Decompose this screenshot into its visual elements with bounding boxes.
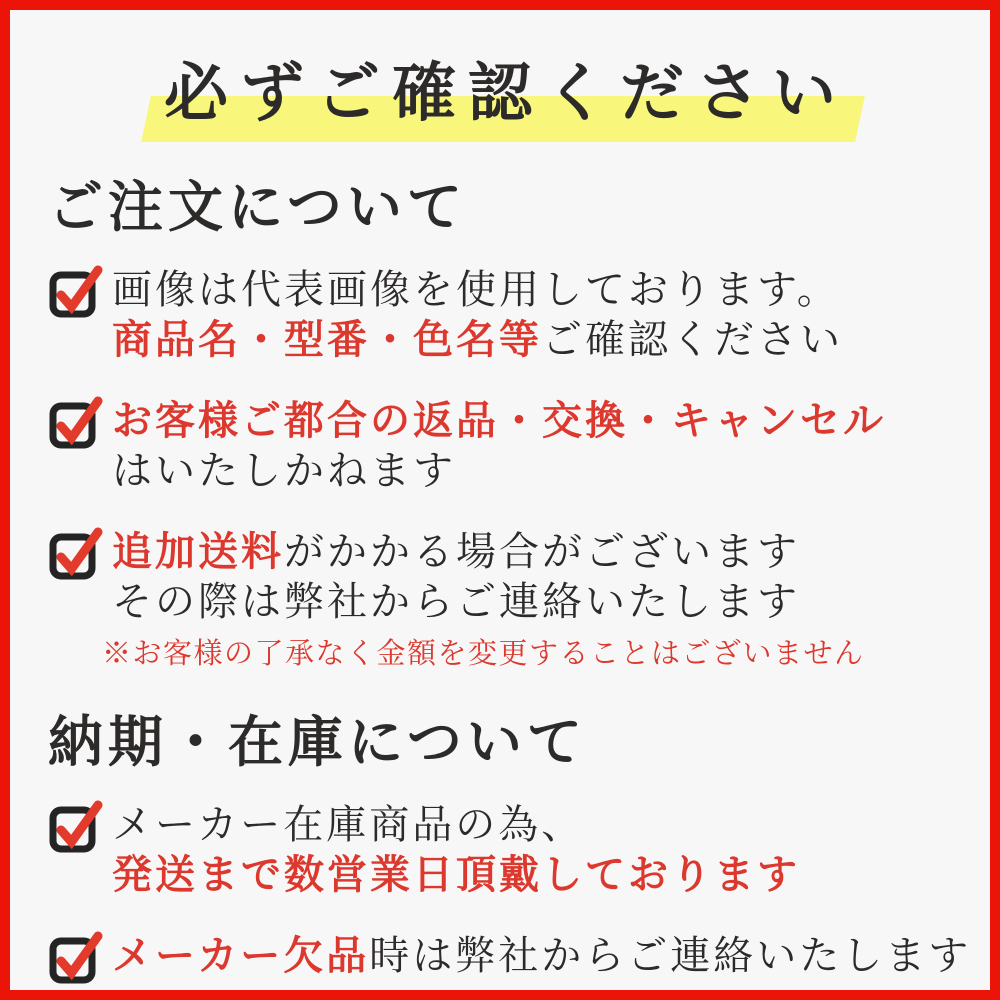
text-line [112,850,964,900]
checklist-item-text [112,265,964,365]
text-line [112,315,964,365]
checklist-item-text [112,800,964,900]
checkbox-checked-icon [48,392,104,450]
text-run-black: その際は弊社からご連絡いたします [112,578,800,624]
text-line [112,265,964,315]
text-run-black: がかかる場合がございます [284,528,800,574]
text-line [112,800,964,850]
section-items [48,265,964,673]
checklist-item [48,265,964,365]
notice-section [48,709,972,985]
checklist-item [48,931,972,985]
checklist-item [48,800,964,900]
checklist-item-text [112,931,971,981]
checklist-item [48,396,964,496]
text-run-red: ※お客様の了承なく金額を変更することはございません [102,637,865,670]
notice-section [48,174,964,673]
checklist-item [48,527,964,673]
checklist-item-text [102,527,964,673]
note-line [102,635,964,673]
checkbox-checked-icon [48,261,104,319]
text-run-red: 発送まで数営業日頂戴しております [112,851,800,897]
section-items [48,800,972,985]
checkbox-checked-icon [48,796,104,854]
text-run-black: ご確認ください [542,316,843,362]
section-heading: ご注文について [48,177,467,238]
text-run-black: 画像は代表画像を使用しております。 [112,266,840,312]
sections-container [48,174,972,985]
text-line [112,527,964,577]
text-line [112,577,964,627]
text-line [112,446,964,496]
checkbox-checked-icon [48,523,104,581]
text-run-red: お客様ご都合の返品・交換・キャンセル [112,397,886,443]
text-run-red: メーカー欠品 [112,932,370,978]
checklist-item-text [112,396,964,496]
text-run-red: 追加送料 [112,528,284,574]
text-line [112,931,971,981]
page-title-text: 必ずご確認ください [164,58,848,129]
text-run-black: 時は弊社からご連絡いたします [369,932,972,978]
page-title [48,42,964,134]
page-title-inner [164,42,848,134]
text-run-red: 商品名・型番・色名等 [112,316,542,362]
section-heading: 納期・在庫について [48,711,587,773]
text-run-black: メーカー在庫商品の為、 [112,801,585,847]
checkbox-checked-icon [48,927,104,985]
text-run-black: はいたしかねます [112,447,456,493]
text-line [112,396,964,446]
